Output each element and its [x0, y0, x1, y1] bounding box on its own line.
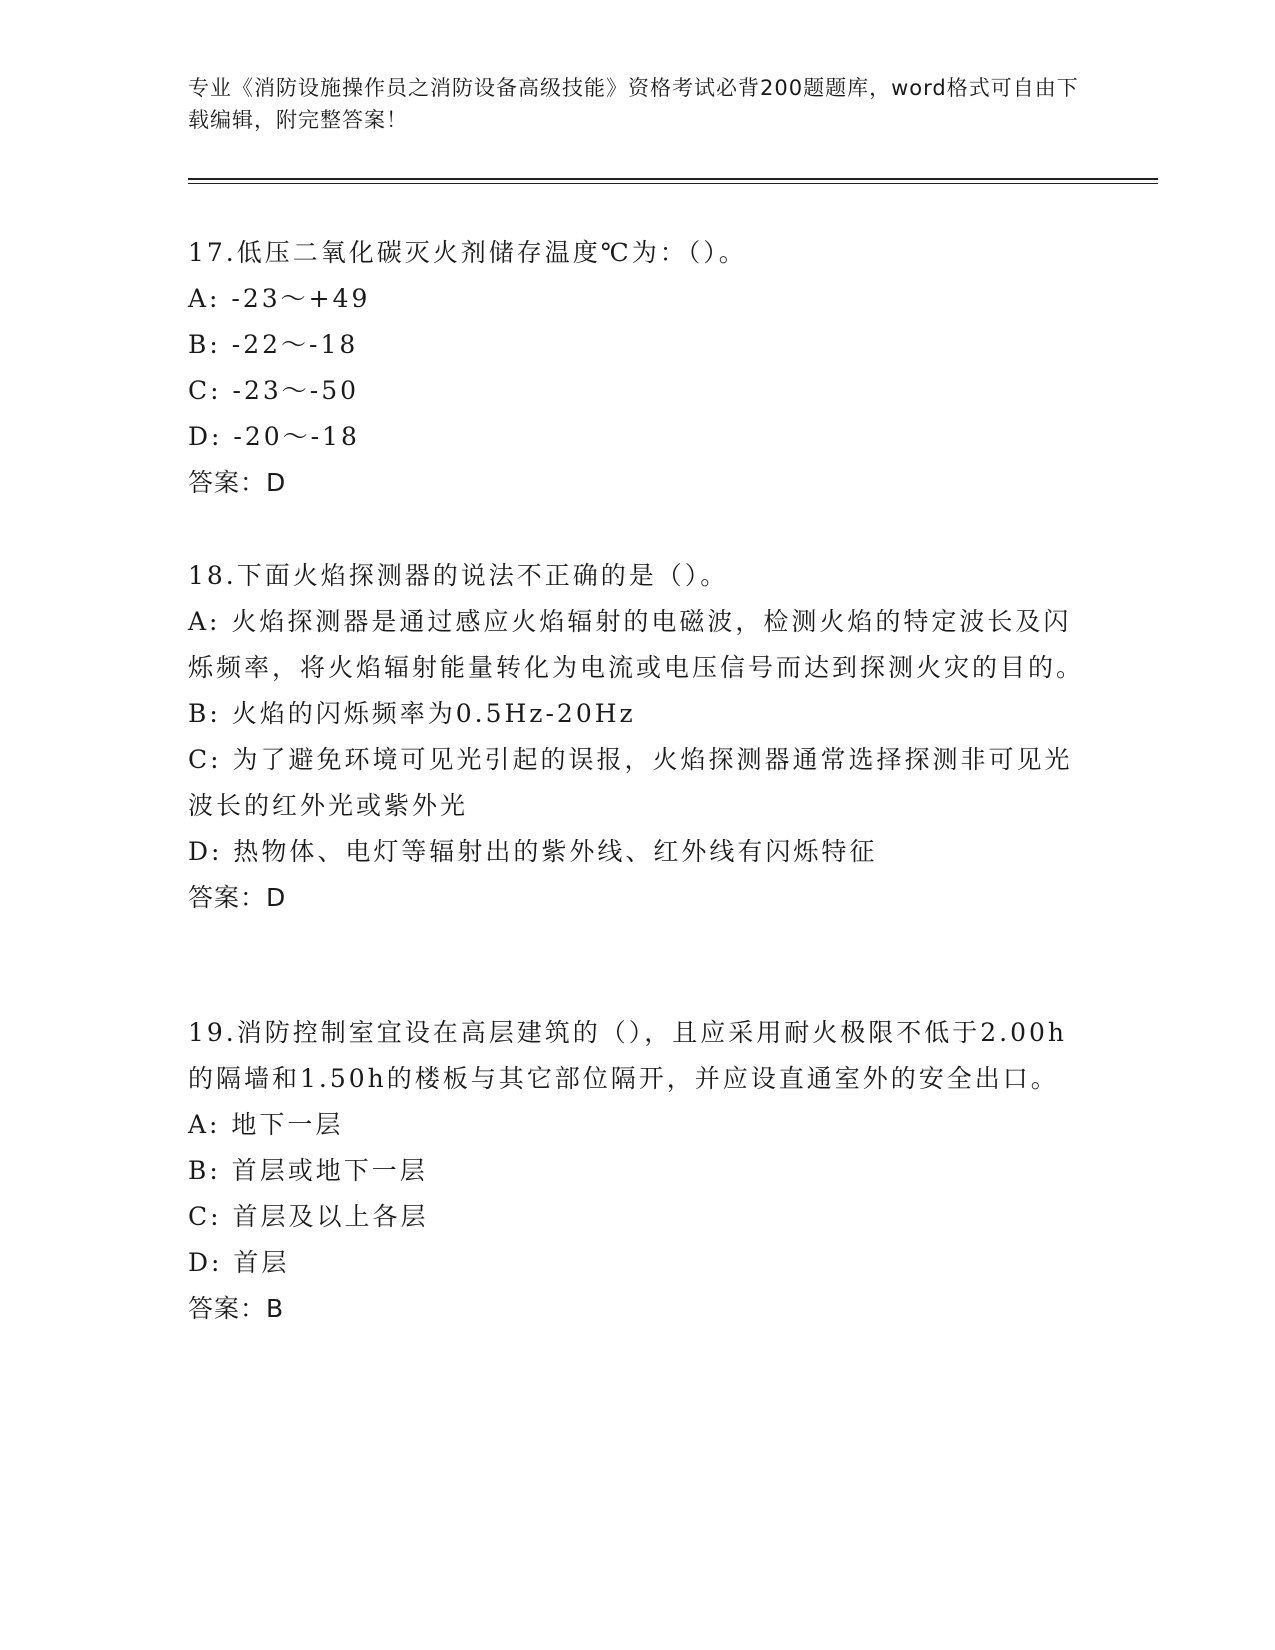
answer: 答案：D	[188, 883, 287, 912]
option-b: B: 首层或地下一层	[188, 1156, 428, 1185]
option-d: D: 热物体、电灯等辐射出的紫外线、红外线有闪烁特征	[188, 837, 878, 866]
option-b: B: -22～-18	[188, 330, 359, 359]
header-text: 专业《消防设施操作员之消防设备高级技能》资格考试必背200题题库，word格式可自由下载编辑，附完整答案！	[188, 76, 1079, 132]
question-19	[188, 1010, 1088, 1332]
answer: 答案：D	[188, 468, 287, 497]
question-18	[188, 553, 1088, 921]
option-d: D: 首层	[188, 1248, 290, 1277]
question-stem: 18.下面火焰探测器的说法不正确的是（）。	[188, 561, 729, 590]
option-b: B: 火焰的闪烁频率为0.5Hz-20Hz	[188, 699, 636, 728]
option-d: D: -20～-18	[188, 422, 360, 451]
question-stem: 17.低压二氧化碳灭火剂储存温度℃为：（）。	[188, 238, 747, 267]
question-17	[188, 230, 1088, 506]
answer: 答案：B	[188, 1294, 285, 1323]
option-a: A: -23～+49	[188, 284, 371, 313]
question-stem: 19.消防控制室宜设在高层建筑的（），且应采用耐火极限不低于2.00h的隔墙和1.50h的楼板与其它部位隔开，并应设直通室外的安全出口。	[188, 1018, 1068, 1093]
header-divider-thick	[188, 178, 1158, 180]
header-divider-thin	[188, 183, 1158, 184]
option-a: A: 火焰探测器是通过感应火焰辐射的电磁波，检测火焰的特定波长及闪烁频率，将火焰辐射能量转化为电流或电压信号而达到探测火灾的目的。	[188, 607, 1085, 682]
option-c: C: 首层及以上各层	[188, 1202, 429, 1231]
option-c: C: -23～-50	[188, 376, 360, 405]
document-header	[188, 72, 1088, 136]
option-a: A: 地下一层	[188, 1110, 344, 1139]
option-c: C: 为了避免环境可见光引起的误报，火焰探测器通常选择探测非可见光波长的红外光或紫外光	[188, 745, 1073, 820]
